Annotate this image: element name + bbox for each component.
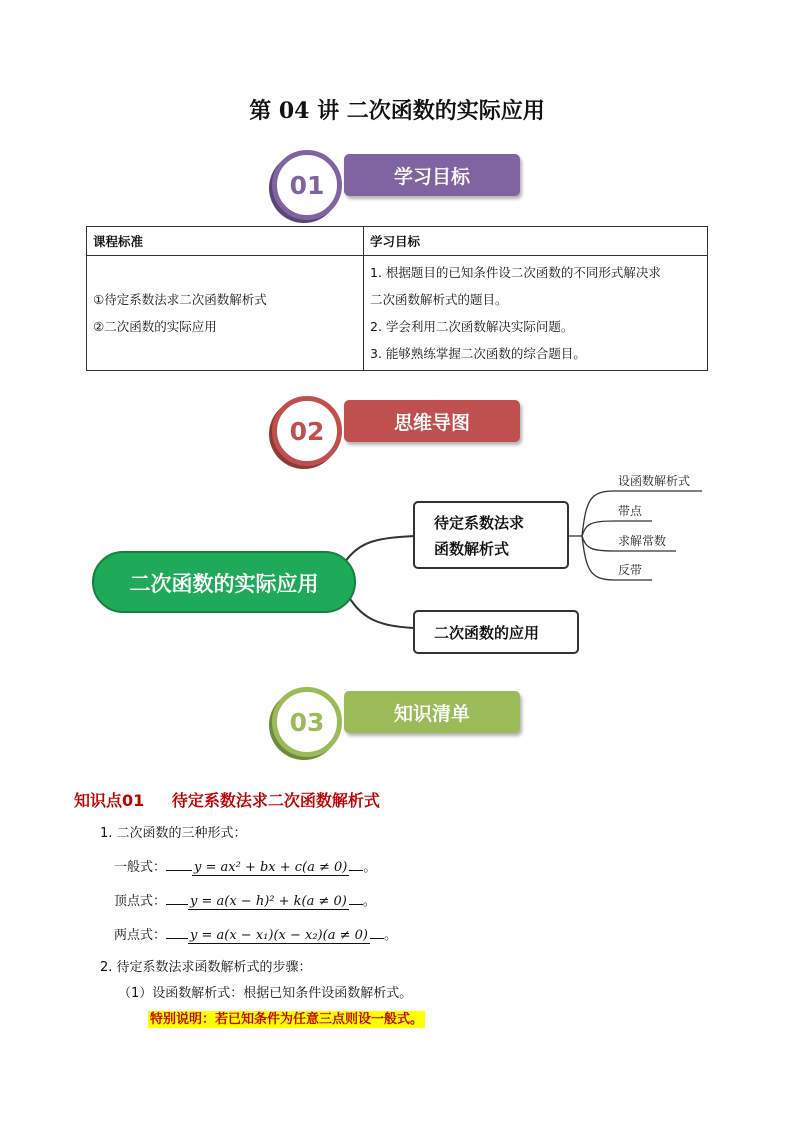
standard-item: ②二次函数的实际应用	[93, 319, 217, 334]
section-number-badge: 02	[272, 396, 342, 466]
leaf-connector	[582, 536, 614, 551]
section-tab: 学习目标	[344, 154, 520, 196]
section-tab: 思维导图	[344, 400, 520, 442]
page-title: 第 04 讲 二次函数的实际应用	[249, 98, 545, 124]
item-heading: 2. 待定系数法求函数解析式的步骤：	[100, 960, 312, 975]
objective-line: 2. 学会利用二次函数解决实际问题。	[370, 319, 574, 334]
learning-goals-table	[86, 226, 708, 371]
branch-label-line: 二次函数的应用	[434, 624, 540, 642]
knowledge-point-heading	[74, 788, 380, 811]
objectives-cell	[364, 256, 708, 371]
section-banner-learning-goals	[272, 152, 522, 216]
leaf-connector	[582, 491, 614, 536]
form-line-two-point	[114, 924, 397, 943]
table-header-cell: 课程标准	[87, 227, 364, 256]
item-heading: 1. 二次函数的三种形式：	[100, 826, 247, 841]
objective-line: 1. 根据题目的已知条件设二次函数的不同形式解决求	[370, 265, 661, 280]
table-header-row	[87, 227, 708, 256]
section-tab: 知识清单	[344, 691, 520, 733]
leaf-label: 设函数解析式	[618, 474, 691, 488]
objective-line: 3. 能够熟练掌握二次函数的综合题目。	[370, 346, 586, 361]
section-number-badge: 01	[272, 150, 342, 220]
branch-node-method	[414, 502, 568, 568]
form-name: 顶点式：	[114, 894, 167, 909]
standard-item: ①待定系数法求二次函数解析式	[93, 292, 267, 307]
form-name: 两点式：	[114, 928, 167, 943]
leaf-label: 求解常数	[618, 534, 667, 548]
objective-line: 二次函数解析式的题目。	[370, 292, 508, 307]
leaf-connector	[582, 536, 614, 580]
section-banner-mind-map	[272, 398, 522, 462]
formula: y = a(x − x₁)(x − x₂)(a ≠ 0)	[190, 928, 368, 943]
form-line-general	[114, 856, 376, 875]
section-number-badge: 03	[272, 687, 342, 757]
branch-label-line: 待定系数法求	[434, 514, 525, 532]
highlighted-note: 特别说明：若已知条件为任意三点则设一般式。	[150, 1012, 424, 1027]
standards-cell	[87, 256, 364, 371]
end-mark: 。	[383, 928, 397, 943]
knowledge-point-title: 待定系数法求二次函数解析式	[171, 791, 380, 810]
end-mark: 。	[362, 894, 376, 909]
form-name: 一般式：	[114, 860, 167, 875]
leaf-connector	[582, 521, 614, 536]
knowledge-point-label: 知识点01	[74, 791, 145, 810]
form-line-vertex	[114, 890, 376, 909]
table-header-cell: 学习目标	[364, 227, 708, 256]
formula: y = a(x − h)² + k(a ≠ 0)	[190, 894, 347, 909]
formula: y = ax² + bx + c(a ≠ 0)	[194, 860, 348, 875]
connector-line	[345, 590, 414, 628]
end-mark: 。	[363, 860, 377, 875]
connector-line	[345, 536, 414, 562]
section-banner-knowledge-list	[272, 689, 522, 753]
note-line	[148, 1008, 425, 1027]
leaf-label: 反带	[618, 563, 643, 577]
root-label: 二次函数的实际应用	[129, 572, 319, 596]
table-row	[87, 256, 708, 371]
mind-map	[0, 460, 794, 665]
step-line: （1）设函数解析式：根据已知条件设函数解析式。	[118, 986, 413, 1001]
leaf-label: 带点	[618, 504, 643, 518]
branch-label-line: 函数解析式	[434, 540, 510, 558]
